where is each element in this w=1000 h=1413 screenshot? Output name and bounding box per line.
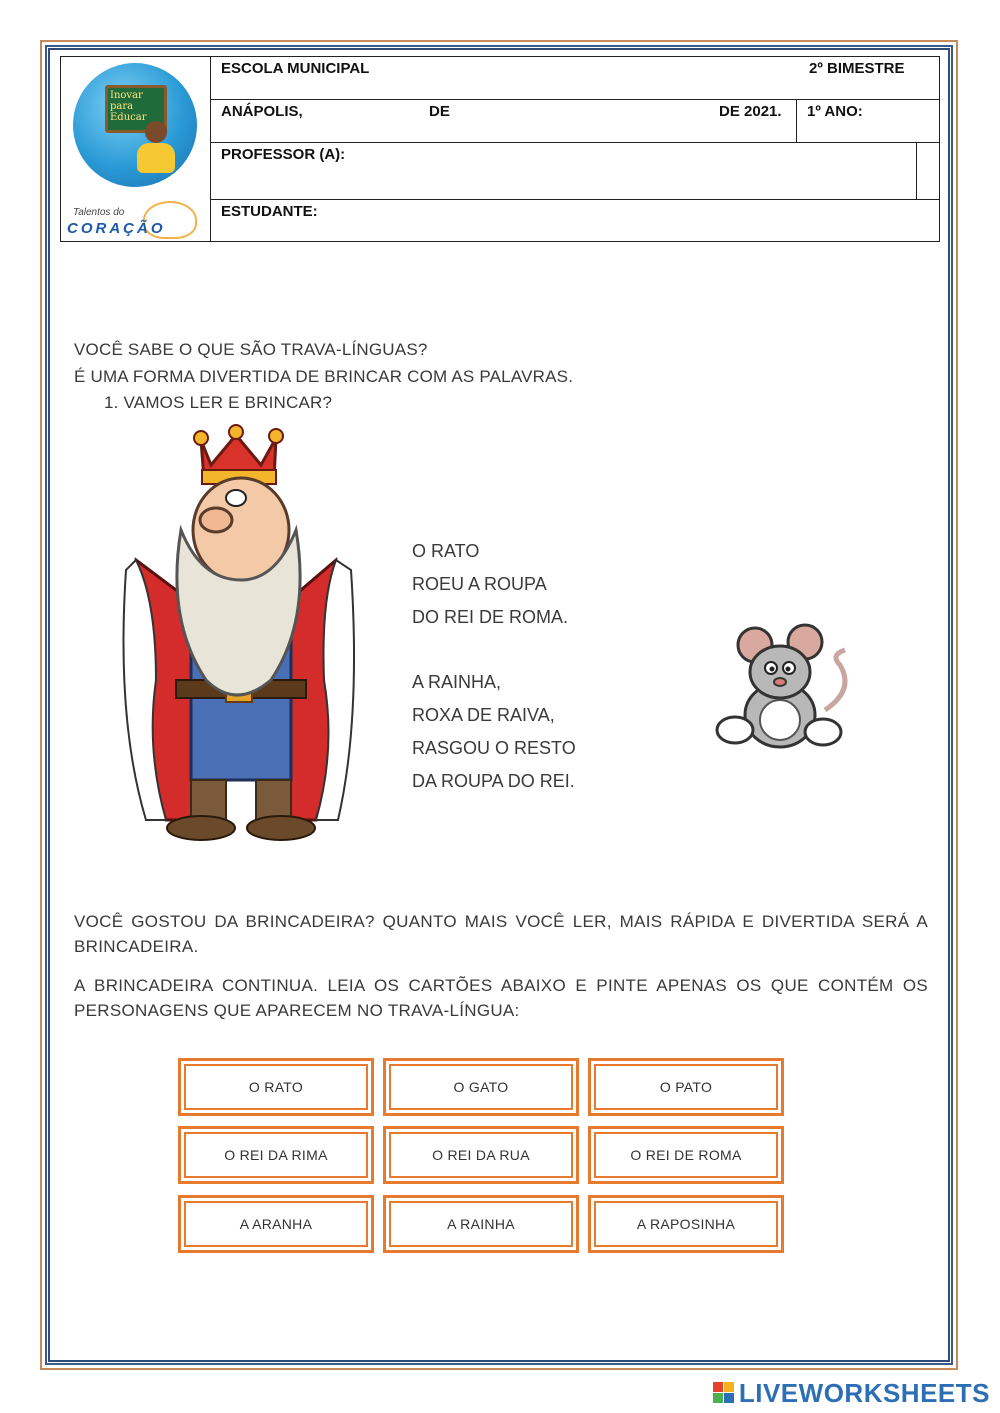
header-row-teacher (211, 143, 939, 200)
grade-field[interactable]: 1º ANO: (807, 103, 863, 120)
card-o-pato[interactable]: O PATO (588, 1058, 784, 1116)
liveworksheets-text: LIVEWORKSHEETS (738, 1378, 990, 1408)
tongue-twister-poem (412, 535, 576, 830)
header-table (60, 56, 940, 242)
card-a-raposinha[interactable]: A RAPOSINHA (588, 1195, 784, 1253)
crown-icon (194, 425, 283, 484)
header-row-student (211, 200, 939, 241)
poem-line: RASGOU O RESTO (412, 738, 576, 758)
globe-icon (73, 63, 197, 187)
poem-line: ROEU A ROUPA (412, 574, 547, 594)
poem-line: A RAINHA, (412, 672, 502, 692)
card-o-gato[interactable]: O GATO (383, 1058, 579, 1116)
logo-brand: CORAÇÃO (67, 220, 166, 237)
card-a-rainha[interactable]: A RAINHA (383, 1195, 579, 1253)
poem-line: O RATO (412, 541, 480, 561)
school-logo (61, 57, 211, 241)
card-o-rei-da-rua[interactable]: O REI DA RUA (383, 1126, 579, 1184)
student-field[interactable]: ESTUDANTE: (221, 203, 318, 220)
poem-stanza-1 (412, 535, 576, 634)
liveworksheets-logo-icon (713, 1382, 735, 1404)
poem-stanza-2 (412, 666, 576, 798)
header-row-school (211, 57, 939, 100)
card-o-rei-da-rima[interactable]: O REI DA RIMA (178, 1126, 374, 1184)
card-o-rato[interactable]: O RATO (178, 1058, 374, 1116)
child-body-icon (137, 143, 175, 173)
date-de-label: DE (429, 103, 450, 120)
bimestre-label: 2º BIMESTRE (809, 60, 905, 77)
poem-line: ROXA DE RAIVA, (412, 705, 555, 725)
question-liked: VOCÊ GOSTOU DA BRINCADEIRA? QUANTO MAIS VOCÊ LER, MAIS RÁPIDA E DIVERTIDA SERÁ A BRINCADEIRA. (74, 912, 928, 956)
intro-definition: É UMA FORMA DIVERTIDA DE BRINCAR COM AS PALAVRAS. (74, 367, 574, 386)
year-label: DE 2021. (719, 103, 782, 120)
poem-line: DO REI DE ROMA. (412, 607, 569, 627)
question-activity: A BRINCADEIRA CONTINUA. LEIA OS CARTÕES ABAIXO E PINTE APENAS OS QUE CONTÉM OS PERSONAGENS QUE APARECEM NO TRAVA-LÍNGUA: (74, 976, 928, 1020)
intro-instruction: 1. VAMOS LER E BRINCAR? (104, 393, 333, 412)
chalkboard-icon: Inovar para Educar (105, 85, 167, 133)
intro-question: VOCÊ SABE O QUE SÃO TRAVA-LÍNGUAS? (74, 340, 428, 359)
card-a-aranha[interactable]: A ARANHA (178, 1195, 374, 1253)
teacher-field[interactable]: PROFESSOR (A): (221, 146, 346, 163)
header-row-date (211, 100, 939, 143)
mouse-illustration (705, 620, 855, 755)
school-name: ESCOLA MUNICIPAL (221, 60, 370, 77)
child-icon (145, 121, 167, 143)
king-illustration (96, 420, 366, 850)
card-o-rei-de-roma[interactable]: O REI DE ROMA (588, 1126, 784, 1184)
city-label: ANÁPOLIS, (221, 103, 303, 120)
logo-subtitle: Talentos do (73, 207, 125, 218)
liveworksheets-brand[interactable] (713, 1378, 990, 1409)
poem-line: DA ROUPA DO REI. (412, 771, 575, 791)
